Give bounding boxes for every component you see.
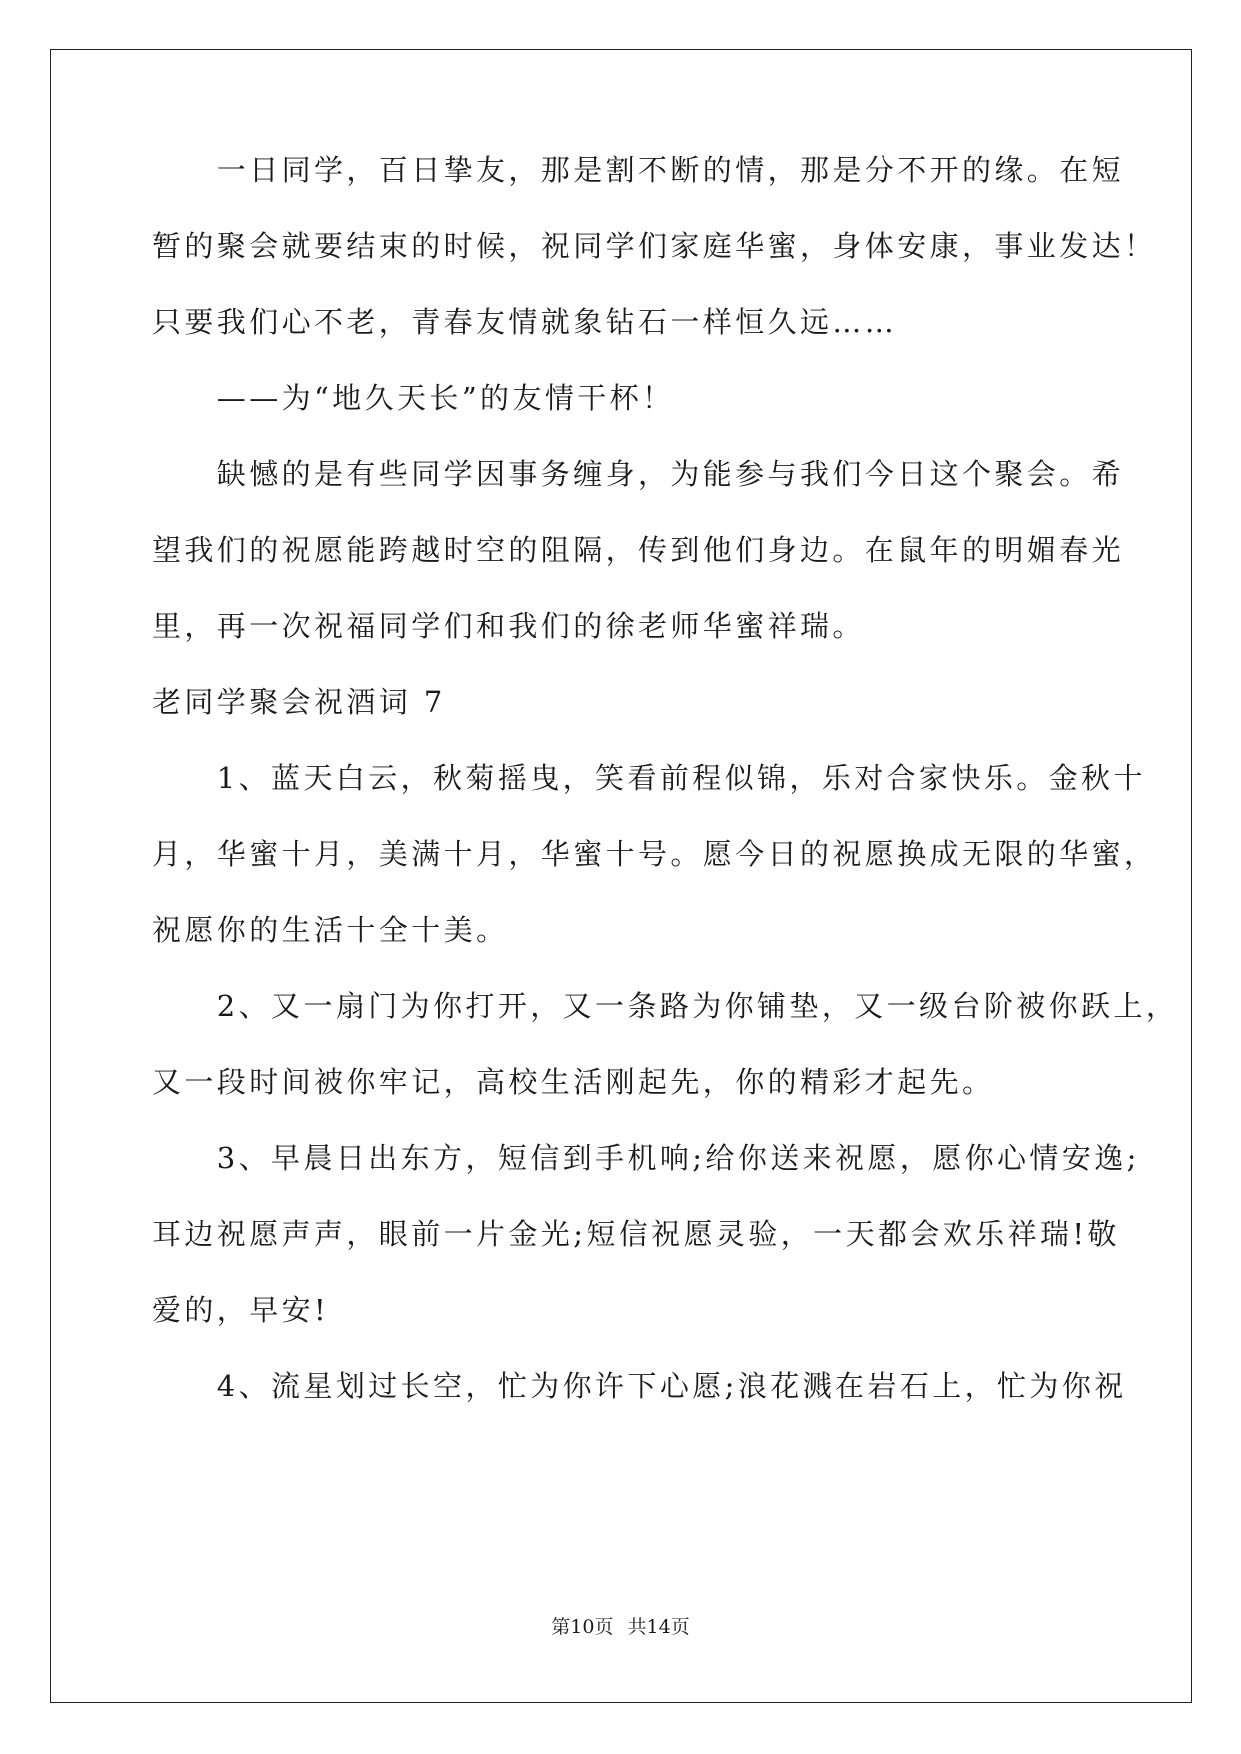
text-line: 暂的聚会就要结束的时候，祝同学们家庭华蜜，身体安康，事业发达！ bbox=[152, 229, 1157, 263]
text-line: 耳边祝愿声声，眼前一片金光;短信祝愿灵验，一天都会欢乐祥瑞!敬 bbox=[152, 1217, 1120, 1251]
section-heading: 老同学聚会祝酒词 7 bbox=[152, 685, 446, 719]
text-line: 里，再一次祝福同学们和我们的徐老师华蜜祥瑞。 bbox=[152, 609, 865, 643]
text-line: 只要我们心不老，青春友情就象钻石一样恒久远…… bbox=[152, 305, 898, 339]
page-footer bbox=[0, 1612, 1241, 1639]
text-line: 月，华蜜十月，美满十月，华蜜十号。愿今日的祝愿换成无限的华蜜， bbox=[152, 837, 1157, 871]
text-line: 2、又一扇门为你打开，又一条路为你铺垫，又一级台阶被你跃上， bbox=[152, 989, 1179, 1023]
text-line: 缺憾的是有些同学因事务缠身，为能参与我们今日这个聚会。希 bbox=[152, 457, 1125, 491]
text-line: 爱的，早安! bbox=[152, 1293, 330, 1327]
page-border bbox=[50, 49, 1192, 1703]
text-line: 祝愿你的生活十全十美。 bbox=[152, 913, 509, 947]
text-line: 4、流星划过长空，忙为你许下心愿;浪花溅在岩石上，忙为你祝 bbox=[152, 1369, 1127, 1403]
text-line: 又一段时间被你牢记，高校生活刚起先，你的精彩才起先。 bbox=[152, 1065, 995, 1099]
text-line: 望我们的祝愿能跨越时空的阻隔，传到他们身边。在鼠年的明媚春光 bbox=[152, 533, 1125, 567]
text-line: ——为“地久天长”的友情干杯！ bbox=[152, 381, 675, 415]
text-line: 一日同学，百日挚友，那是割不断的情，那是分不开的缘。在短 bbox=[152, 153, 1125, 187]
page-total: 共14页 bbox=[627, 1616, 690, 1638]
text-line: 3、早晨日出东方，短信到手机响;给你送来祝愿，愿你心情安逸; bbox=[152, 1141, 1140, 1175]
page-number: 第10页 bbox=[551, 1616, 614, 1638]
text-line: 1、蓝天白云，秋菊摇曳，笑看前程似锦，乐对合家快乐。金秋十 bbox=[152, 761, 1146, 795]
